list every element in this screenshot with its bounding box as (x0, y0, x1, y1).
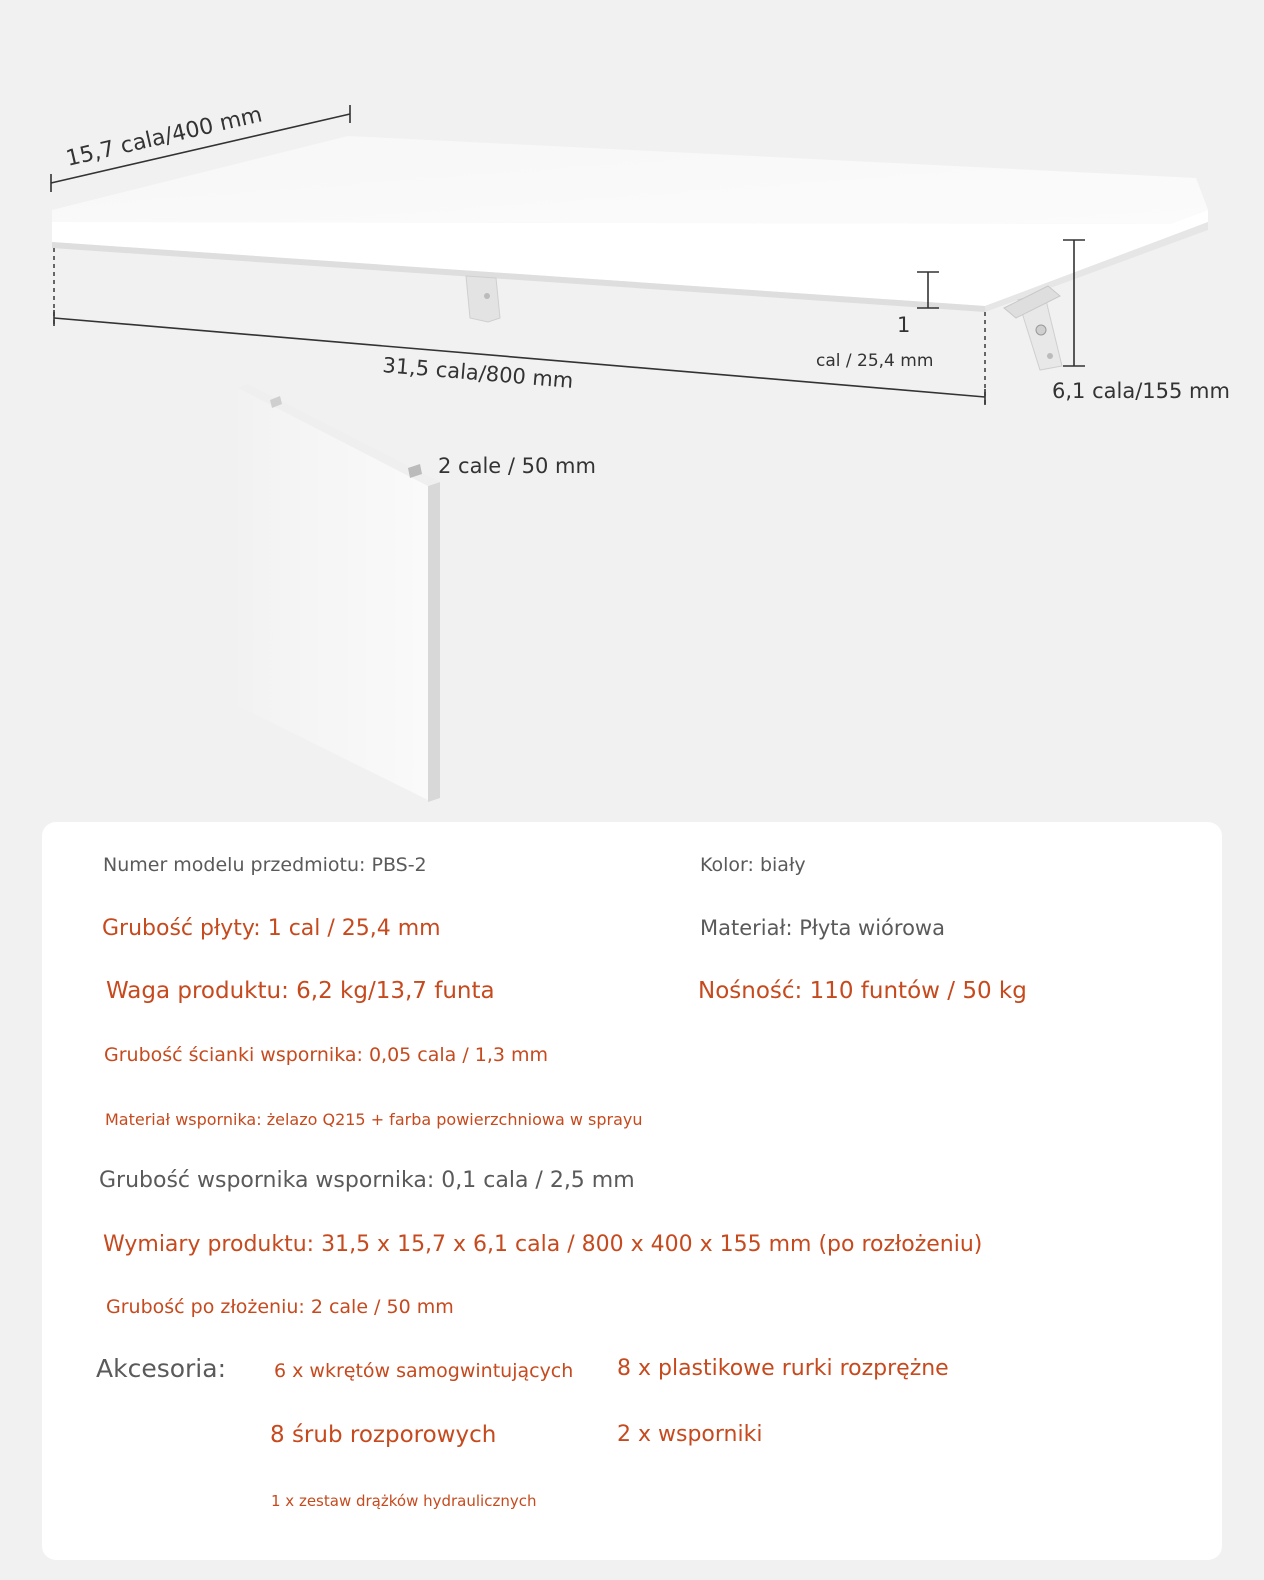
width-label: 31,5 cala/800 mm (381, 353, 575, 393)
spec-bracket-thickness: Grubość wspornika wspornika: 0,1 cala / 2,5 mm (99, 1168, 635, 1193)
accessories-label: Akcesoria: (96, 1354, 226, 1383)
spec-bracket-wall: Grubość ścianki wspornika: 0,05 cala / 1,3 mm (104, 1044, 549, 1066)
spec-bracket-material: Materiał wspornika: żelazo Q215 + farba powierzchniowa w sprayu (105, 1110, 643, 1129)
accessory-hydraulic-rods: 1 x zestaw drążków hydraulicznych (271, 1492, 537, 1510)
spec-color: Kolor: biały (700, 854, 806, 876)
spec-material: Materiał: Płyta wiórowa (700, 916, 945, 940)
thickness-value-label: 1 (897, 313, 911, 337)
height-label: 6,1 cala/155 mm (1052, 379, 1230, 403)
spec-model: Numer modelu przedmiotu: PBS-2 (103, 854, 427, 876)
thickness-unit-label: cal / 25,4 mm (816, 351, 934, 371)
accessory-expansion-bolts: 8 śrub rozporowych (270, 1422, 497, 1448)
specification-card (42, 822, 1222, 1560)
table-top (52, 136, 1208, 312)
spec-folded-thickness: Grubość po złożeniu: 2 cale / 50 mm (106, 1296, 454, 1318)
table-bracket (466, 276, 500, 322)
accessory-brackets: 2 x wsporniki (617, 1422, 763, 1447)
depth-label: 15,7 cala/400 mm (63, 102, 265, 172)
spec-weight: Waga produktu: 6,2 kg/13,7 funta (106, 978, 495, 1004)
folded-table-panel (238, 384, 440, 802)
folded-thickness-label: 2 cale / 50 mm (438, 454, 596, 478)
spec-board-thickness: Grubość płyty: 1 cal / 25,4 mm (102, 916, 441, 941)
accessory-screws: 6 x wkrętów samogwintujących (274, 1360, 574, 1382)
spec-dimensions: Wymiary produktu: 31,5 x 15,7 x 6,1 cala / 800 x 400 x 155 mm (po rozłożeniu) (103, 1232, 983, 1257)
spec-load: Nośność: 110 funtów / 50 kg (698, 978, 1027, 1004)
accessory-expansion-tubes: 8 x plastikowe rurki rozprężne (617, 1356, 949, 1381)
